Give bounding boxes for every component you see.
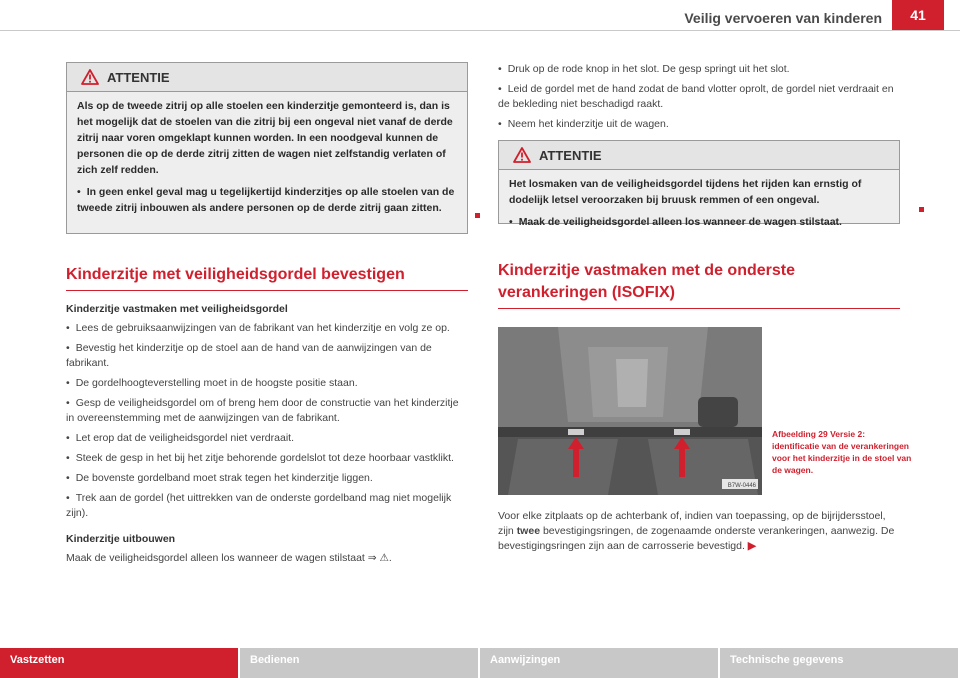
list-item: • Leid de gordel met de hand zodat de band vlotter oprolt, de gordel niet verdraait en de bekleding niet beschadigd raakt. bbox=[498, 82, 900, 112]
isofix-body-text bbox=[498, 509, 900, 554]
footer-tab-aanwijzingen[interactable]: Aanwijzingen bbox=[480, 648, 720, 678]
list-item: • Gesp de veiligheidsgordel om of breng hem door de constructie van het kinderzitje in overeenstemming met de aanwijzingen van de fabrikant. bbox=[66, 396, 468, 426]
install-steps-list bbox=[66, 321, 468, 521]
list-item: • De bovenste gordelband moet strak tegen het kinderzitje liggen. bbox=[66, 471, 468, 486]
right-column bbox=[498, 62, 900, 559]
list-item: • Bevestig het kinderzitje op de stoel aan de hand van de aanwijzingen van de fabrikant. bbox=[66, 341, 468, 371]
warning-label: ATTENTIE bbox=[107, 69, 170, 85]
footer-nav bbox=[0, 648, 960, 678]
list-item: • Neem het kinderzitje uit de wagen. bbox=[498, 117, 900, 132]
footer-tab-bedienen[interactable]: Bedienen bbox=[240, 648, 480, 678]
warning-bullet: • Maak de veiligheidsgordel alleen los wanneer de wagen stilstaat. bbox=[509, 214, 889, 230]
warning-text: Het losmaken van de veiligheidsgordel tijdens het rijden kan ernstig of dodelijk letsel veroorzaken bij bruusk remmen of een ongeval. bbox=[509, 178, 862, 206]
warning-text: Als op de tweede zitrij op alle stoelen een kinderzitje gemonteerd is, dan is het mogelijk dat de stoelen van die zitrij bij een ongeval niet vanaf de derde zitrij naar voren omgeklapt kunnen worden. In een noodgeval kunnen de personen die op de derde zitrij zitten de wagen niet zelfstandig verlaten of zich zelf redden. bbox=[77, 100, 453, 176]
warning-body bbox=[67, 92, 467, 222]
warning-icon bbox=[513, 147, 531, 163]
warning-body bbox=[499, 170, 899, 236]
warning-header bbox=[499, 141, 899, 170]
section-title: Kinderzitje vastmaken met de onderste verankeringen (ISOFIX) bbox=[498, 260, 900, 309]
footer-tab-technische-gegevens[interactable]: Technische gegevens bbox=[720, 648, 960, 678]
section-title: Kinderzitje met veiligheidsgordel bevestigen bbox=[66, 264, 468, 291]
remove-text: Maak de veiligheidsgordel alleen los wanneer de wagen stilstaat ⇒ ⚠. bbox=[66, 552, 392, 564]
list-item: • Lees de gebruiksaanwijzingen van de fabrikant van het kinderzitje en volg ze op. bbox=[66, 321, 468, 336]
section-end-marker bbox=[919, 207, 924, 212]
left-column bbox=[66, 62, 468, 571]
chapter-title: Veilig vervoeren van kinderen bbox=[684, 10, 882, 26]
list-item: • De gordelhoogteverstelling moet in de hoogste positie staan. bbox=[66, 376, 468, 391]
page-number: 41 bbox=[892, 0, 944, 30]
footer-tab-vastzetten[interactable]: Vastzetten bbox=[0, 648, 240, 678]
body-emphasis: twee bbox=[516, 525, 541, 537]
figure-caption: Afbeelding 29 Versie 2: identificatie van de verankeringen voor het kinderzitje in de stoel van de wagen. bbox=[772, 429, 912, 475]
warning-box bbox=[498, 140, 900, 228]
figure-code: B7W-0446 bbox=[727, 483, 756, 489]
isofix-seat-image bbox=[498, 327, 762, 495]
section-end-marker bbox=[475, 213, 480, 218]
warning-icon bbox=[81, 69, 99, 85]
body-text-end: bevestigingsringen, de zogenaamde onderste verankeringen, aanwezig. De bevestigingsringen zijn aan de carrosserie bevestigd. bbox=[498, 525, 895, 552]
subsection-title: Kinderzitje uitbouwen bbox=[66, 533, 176, 545]
subsection-title: Kinderzitje vastmaken met veiligheidsgordel bbox=[66, 303, 288, 315]
isofix-figure bbox=[498, 327, 762, 495]
body-text-start: Voor elke zitplaats op de achterbank of, indien van toepassing, op de bijrijdersstoel, zijn bbox=[498, 510, 886, 537]
warning-header bbox=[67, 63, 467, 92]
list-item: • Druk op de rode knop in het slot. De gesp springt uit het slot. bbox=[498, 62, 900, 77]
continue-arrow-icon: ▶ bbox=[747, 540, 756, 552]
header-divider bbox=[0, 30, 960, 31]
warning-box bbox=[66, 62, 468, 234]
list-item: • Let erop dat de veiligheidsgordel niet verdraait. bbox=[66, 431, 468, 446]
list-item: • Steek de gesp in het bij het zitje behorende gordelslot tot deze hoorbaar vastklikt. bbox=[66, 451, 468, 466]
list-item: • Trek aan de gordel (het uittrekken van de onderste gordelband mag niet mogelijk zijn). bbox=[66, 491, 468, 521]
warning-label: ATTENTIE bbox=[539, 147, 602, 163]
warning-bullet: • In geen enkel geval mag u tegelijkertijd kinderzitjes op alle stoelen van de tweede zitrij inbouwen als andere personen op de derde zitrij gaan zitten. bbox=[77, 184, 457, 216]
